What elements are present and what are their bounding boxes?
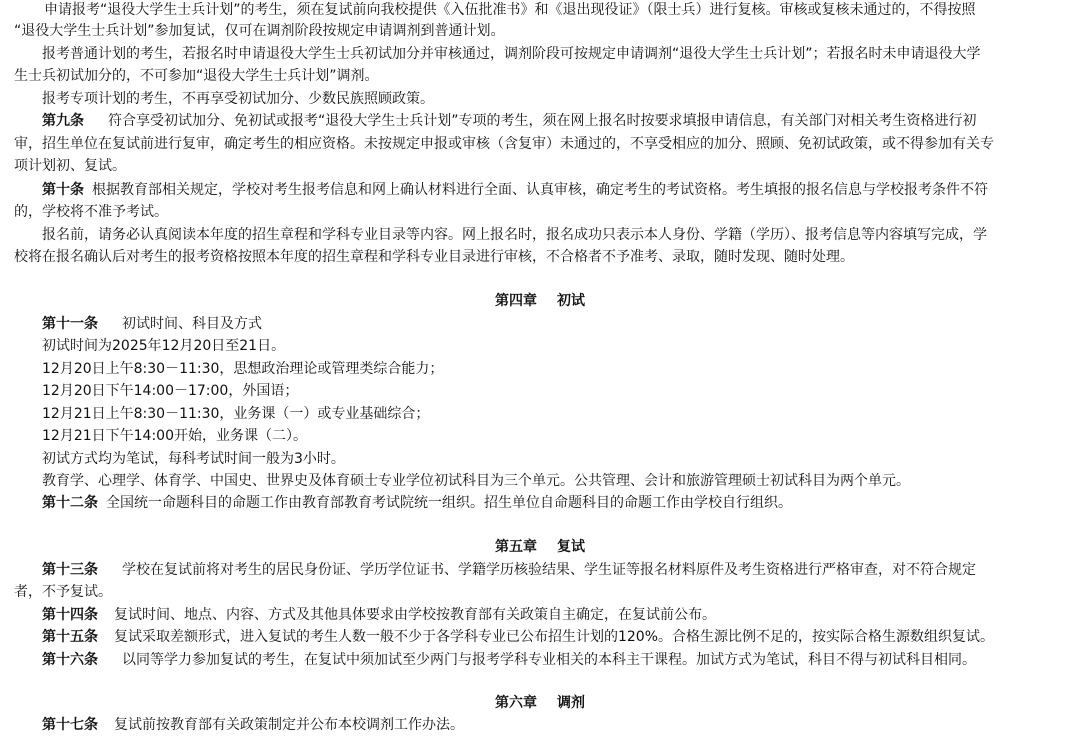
article-17-label: 第十七条 bbox=[42, 717, 98, 733]
article-12-label: 第十二条 bbox=[42, 495, 98, 511]
article-14: 第十四条 复试时间、地点、内容、方式及其他具体要求由学校按教育部有关政策自主确定，在复试前公布。 bbox=[42, 607, 716, 623]
article-17: 第十七条 复试前按教育部有关政策制定并公布本校调剂工作办法。 bbox=[42, 717, 464, 733]
paragraph-before-registration-cont: 校将在报名确认后对考生的报考资格按照本年度的招生章程和学科专业目录进行审核，不合格者不予准考、录取，随时发现、随时处理。 bbox=[14, 249, 854, 265]
exam-schedule-2: 12月20日下午14:00－17:00，外国语； bbox=[42, 383, 299, 399]
article-15: 第十五条 复试采取差额形式，进入复试的考生人数一般不少于各学科专业已公布招生计划的120%。合格生源比例不足的，按实际合格生源数组织复试。 bbox=[42, 629, 995, 645]
article-9: 第九条 符合享受初试加分、免初试或报考“退役大学生士兵计划”专项的考生，须在网上报名时按要求填报申请信息，有关部门对相关考生资格进行初 bbox=[42, 113, 977, 129]
article-10-label: 第十条 bbox=[42, 182, 84, 198]
paragraph-general-plan-cont: 生士兵初试加分的，不可参加“退役大学生士兵计划”调剂。 bbox=[14, 68, 379, 84]
exam-units: 教育学、心理学、体育学、中国史、世界史及体育硕士专业学位初试科目为三个单元。公共管理、会计和旅游管理硕士初试科目为两个单元。 bbox=[42, 473, 910, 489]
chapter-4-heading: 第四章 初试 bbox=[495, 293, 585, 309]
article-15-label: 第十五条 bbox=[42, 629, 98, 645]
exam-dates: 初试时间为2025年12月20日至21日。 bbox=[42, 338, 286, 354]
paragraph-soldier-plan-review-cont: “退役大学生士兵计划”参加复试，仅可在调剂阶段按规定申请调剂到普通计划。 bbox=[14, 23, 505, 39]
article-16-label: 第十六条 bbox=[42, 652, 98, 668]
article-12: 第十二条 全国统一命题科目的命题工作由教育部教育考试院统一组织。招生单位自命题科目的命题工作由学校自行组织。 bbox=[42, 495, 792, 511]
article-9-cont-2: 项计划初、复试。 bbox=[14, 158, 126, 174]
article-9-label: 第九条 bbox=[42, 113, 84, 129]
paragraph-soldier-plan-review: 申请报考“退役大学生士兵计划”的考生，须在复试前向我校提供《入伍批准书》和《退出现役证》（限士兵）进行复核。审核或复核未通过的，不得按照 bbox=[44, 2, 976, 18]
exam-schedule-1: 12月20日上午8:30－11:30，思想政治理论或管理类综合能力； bbox=[42, 361, 444, 377]
article-11-label: 第十一条 bbox=[42, 316, 98, 332]
paragraph-general-plan: 报考普通计划的考生，若报名时申请退役大学生士兵初试加分并审核通过，调剂阶段可按规定申请调剂“退役大学生士兵计划”；若报名时未申请退役大学 bbox=[42, 46, 981, 62]
exam-method: 初试方式均为笔试，每科考试时间一般为3小时。 bbox=[42, 451, 345, 467]
article-13: 第十三条 学校在复试前将对考生的居民身份证、学历学位证书、学籍学历核验结果、学生证等报名材料原件及考生资格进行严格审查，对不符合规定 bbox=[42, 562, 976, 578]
chapter-6-heading: 第六章 调剂 bbox=[495, 695, 585, 711]
chapter-5-heading: 第五章 复试 bbox=[495, 539, 585, 555]
exam-schedule-3: 12月21日上午8:30－11:30，业务课（一）或专业基础综合； bbox=[42, 406, 430, 422]
article-14-label: 第十四条 bbox=[42, 607, 98, 623]
article-10-cont: 的，学校将不准予考试。 bbox=[14, 204, 168, 220]
article-11: 第十一条 初试时间、科目及方式 bbox=[42, 316, 262, 332]
paragraph-before-registration: 报名前，请务必认真阅读本年度的招生章程和学科专业目录等内容。网上报名时，报名成功只表示本人身份、学籍（学历）、报考信息等内容填写完成，学 bbox=[42, 227, 987, 243]
paragraph-special-plan: 报考专项计划的考生，不再享受初试加分、少数民族照顾政策。 bbox=[42, 91, 434, 107]
article-9-cont-1: 审，招生单位在复试前进行复审，确定考生的相应资格。未按规定申报或审核（含复审）未通过的，不享受相应的加分、照顾、免初试政策，或不得参加有关专 bbox=[14, 136, 994, 152]
article-13-cont: 者，不予复试。 bbox=[14, 584, 112, 600]
exam-schedule-4: 12月21日下午14:00开始，业务课（二）。 bbox=[42, 428, 307, 444]
article-10: 第十条 根据教育部相关规定，学校对考生报考信息和网上确认材料进行全面、认真审核，确定考生的考试资格。考生填报的报名信息与学校报考条件不符 bbox=[42, 182, 988, 198]
article-13-label: 第十三条 bbox=[42, 562, 98, 578]
article-16: 第十六条 以同等学力参加复试的考生，在复试中须加试至少两门与报考学科专业相关的本科主干课程。加试方式为笔试，科目不得与初试科目相同。 bbox=[42, 652, 976, 668]
